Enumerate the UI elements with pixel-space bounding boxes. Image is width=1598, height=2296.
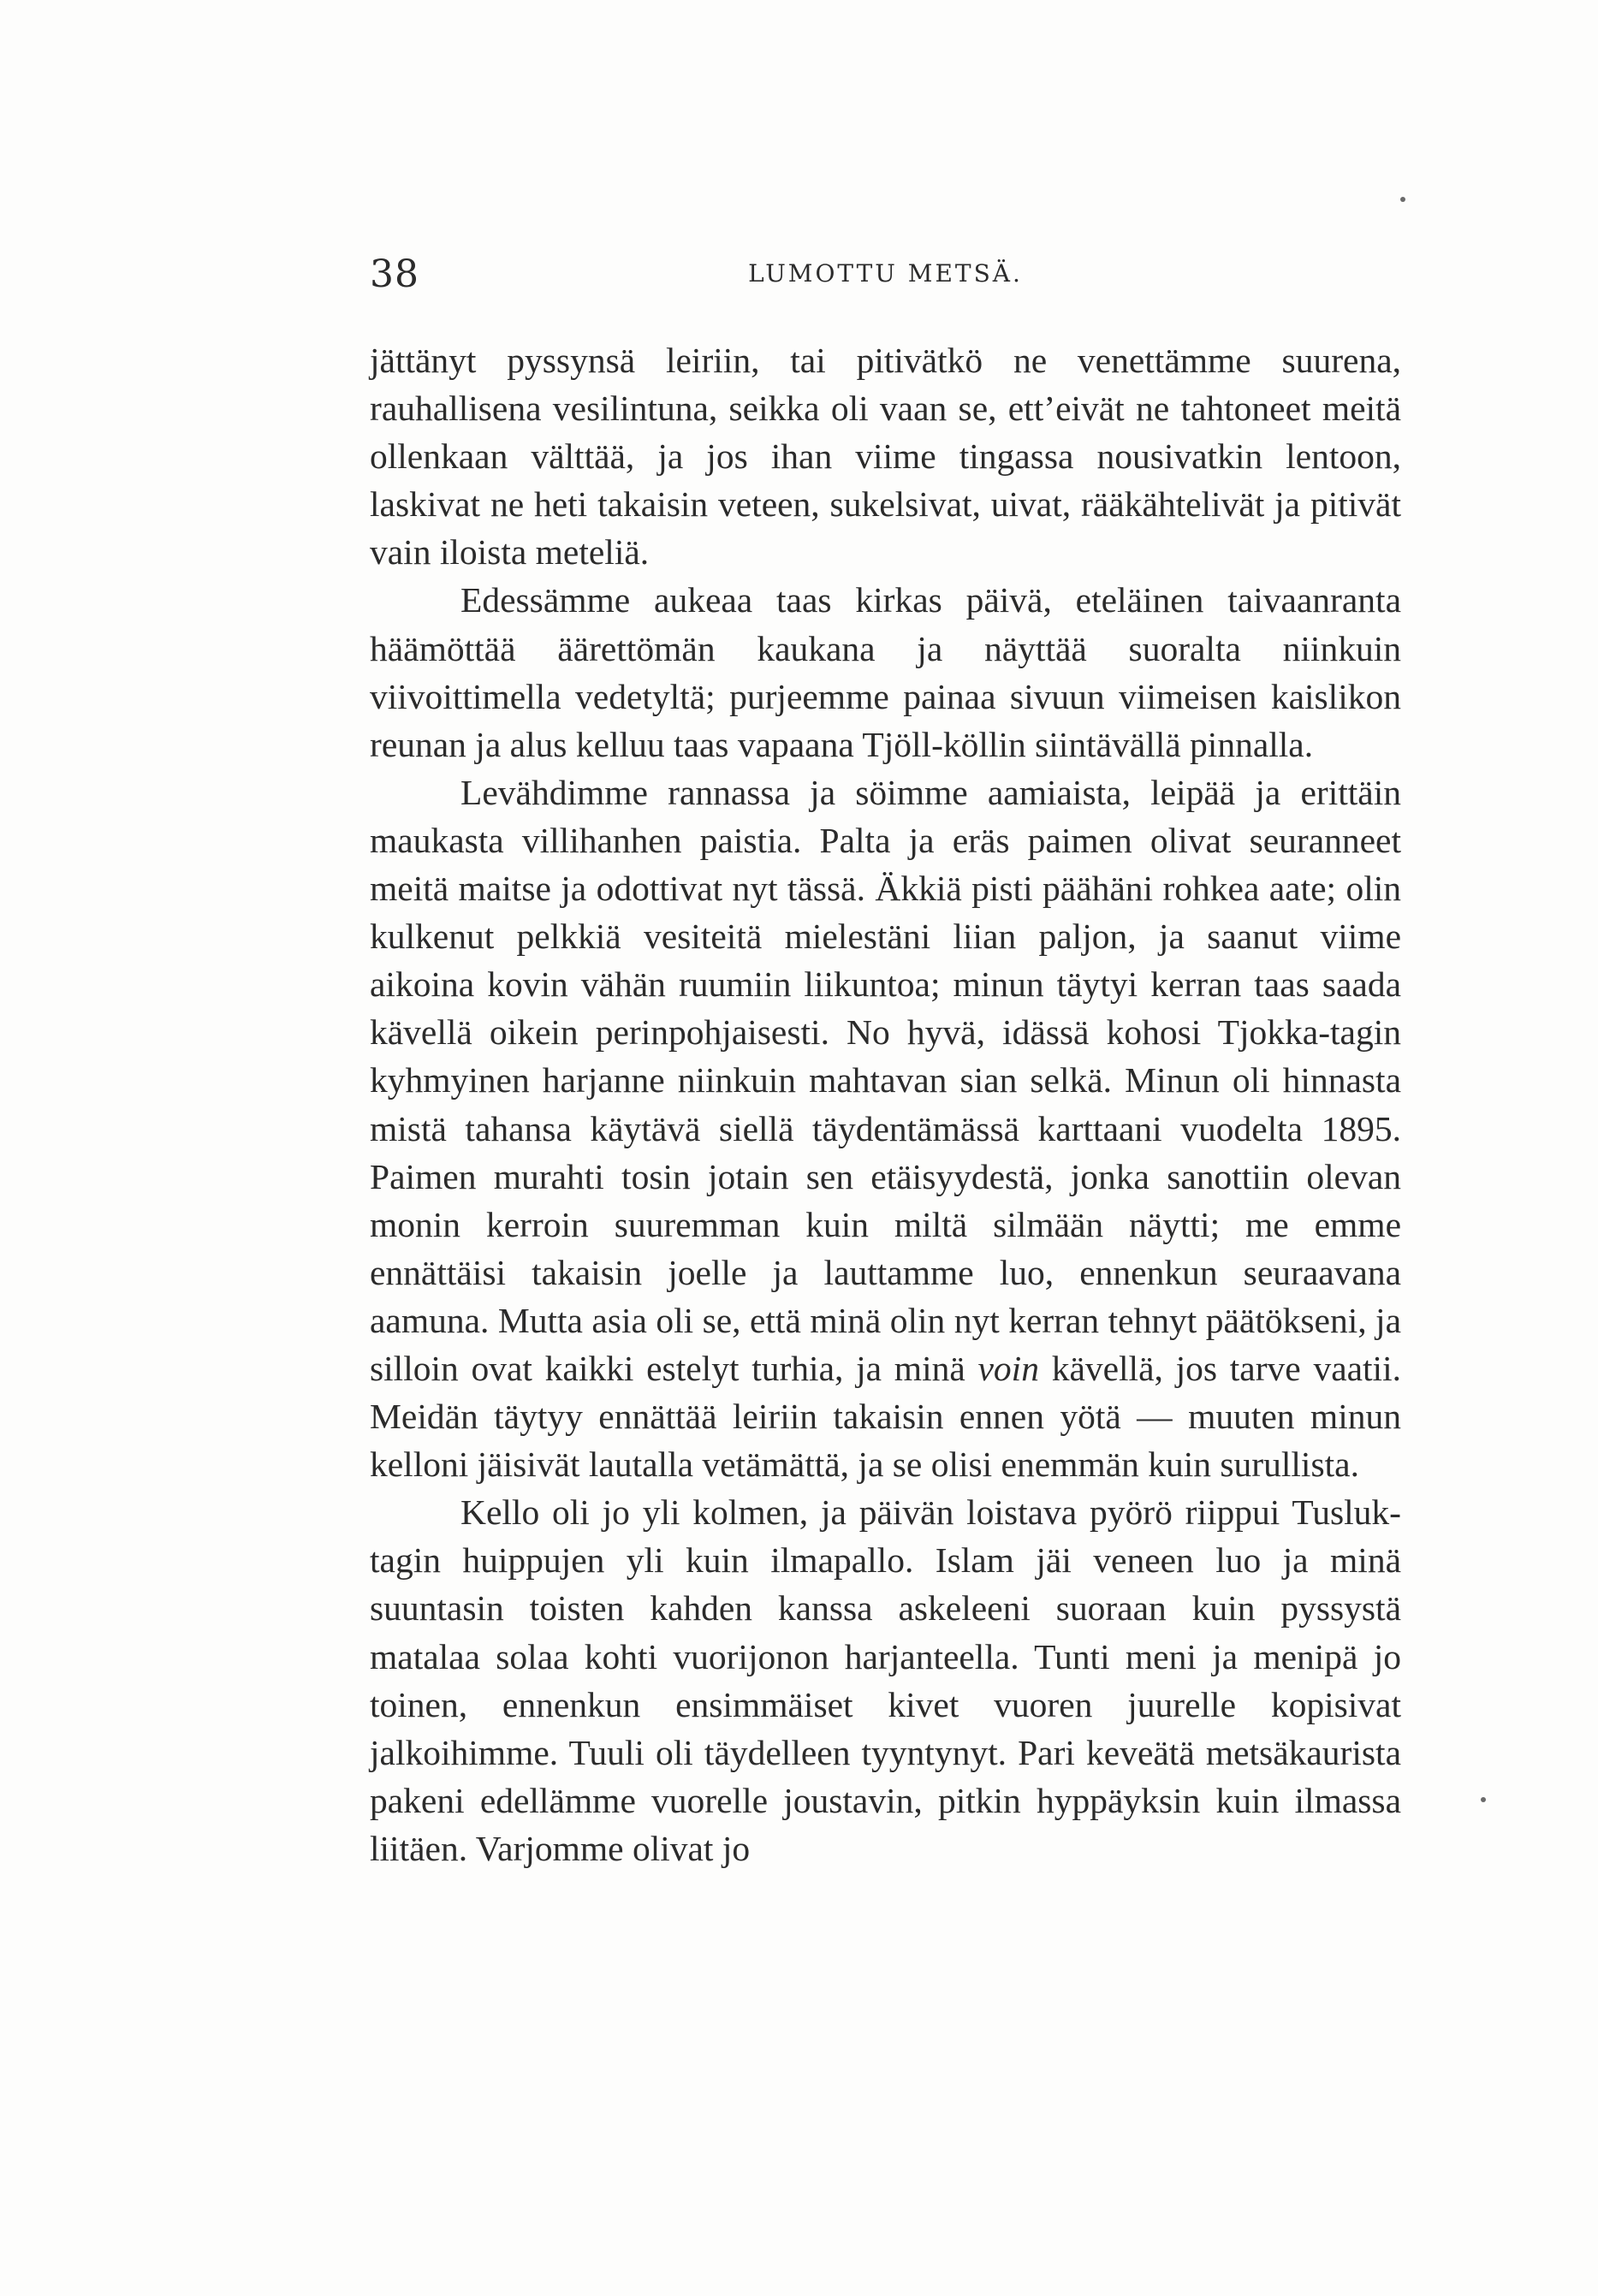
paper-speck xyxy=(1481,1797,1486,1802)
running-title: LUMOTTU METSÄ. xyxy=(748,259,1023,288)
emphasized-word: voin xyxy=(977,1348,1039,1388)
page-number: 38 xyxy=(370,252,419,296)
paragraph-1: jättänyt pyssynsä leiriin, tai pitivätkö ne venettämme suurena, rauhallisena vesilintuna, seikka oli vaan se, ett’eivät ne tahtoneet meitä ollenkaan välttää, ja jos ihan viime tingassa nousivatkin lentoon, laskivat ne heti takaisin veteen, sukelsivat, uivat, rääkähtelivät ja pitivät vain iloista meteliä. xyxy=(370,341,1401,573)
paragraph-3-text-before: Levähdimme rannassa ja söimme aamiaista, leipää ja erittäin maukasta villihanhen paistia. Palta ja eräs paimen olivat seuranneet meitä maitse ja odottivat nyt tässä. Äkkiä pisti päähäni rohkea aate; olin kulkenut pelkkiä vesiteitä mielestäni liian paljon, ja saanut viime aikoina kovin vähän ruumiin liikuntoa; minun täytyi kerran taas saada kävellä oikein perinpohjaisesti. No hyvä, idässä kohosi Tjokka-tagin kyhmyinen harjanne niinkuin mahtavan sian selkä. Minun oli hinnasta mistä tahansa käytävä siellä täydentämässä karttaani vuodelta 1895. Paimen murahti tosin jotain sen etäisyydestä, jonka sanottiin olevan monin kerroin suuremman kuin miltä silmään näytti; me emme ennättäisi takaisin joelle ja lauttamme luo, ennenkun seuraavana aamuna. Mutta asia oli se, että minä olin nyt kerran tehnyt päätökseni, ja silloin ovat kaikki estelyt turhia, ja minä xyxy=(370,772,1401,1388)
body-text xyxy=(370,336,1401,1872)
paragraph-3-text-after: kävellä, jos tarve vaatii. Meidän täytyy ennättää leiriin takaisin ennen yötä — muuten minun kelloni jäisivät lautalla vetämättä, ja se olisi enemmän kuin surullista. xyxy=(370,1348,1401,1485)
paragraph-2: Edessämme aukeaa taas kirkas päivä, eteläinen taivaanranta häämöttää äärettömän kaukana ja näyttää suoralta niinkuin viivoittimella vedetyltä; purjeemme painaa sivuun viimeisen kaislikon reunan ja alus kelluu taas vapaana Tjöll-köllin siintävällä pinnalla. xyxy=(370,580,1401,764)
paragraph-3 xyxy=(370,768,1401,1488)
paragraph-4: Kello oli jo yli kolmen, ja päivän loistava pyörö riippui Tusluk-tagin huippujen yli kuin ilmapallo. Islam jäi veneen luo ja minä suuntasin toisten kahden kanssa askeleeni suoraan kuin pyssystä matalaa solaa kohti vuorijonon harjanteella. Tunti meni ja menipä jo toinen, ennenkun ensimmäiset kivet vuoren juurelle kopisivat jalkoihimme. Tuuli oli täydelleen tyyntynyt. Pari keveätä metsäkauristа pakeni edellämme vuorelle joustavin, pitkin hyppäyksin kuin ilmassa liitäen. Varjomme olivat jo xyxy=(370,1492,1401,1868)
paper-speck xyxy=(1400,197,1405,202)
page-header xyxy=(370,252,1401,304)
